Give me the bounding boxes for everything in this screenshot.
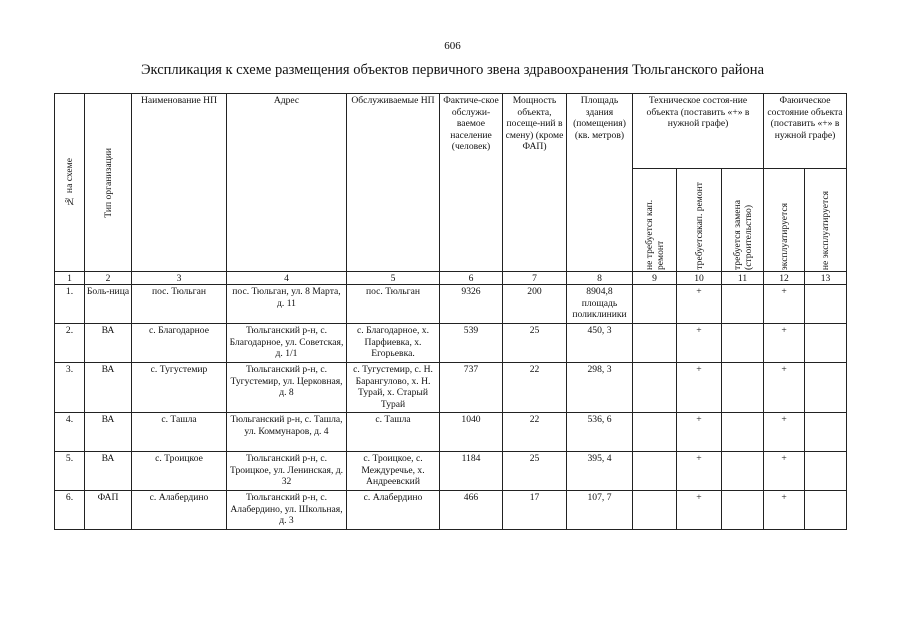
header-in-use: эксплуатируется: [764, 169, 805, 272]
header-replace: требуется замена (строительство): [722, 169, 764, 272]
cell-replace: [722, 452, 764, 491]
header-repair: требуетсякап. ремонт: [677, 169, 722, 272]
cell-address: пос. Тюльган, ул. 8 Марта, д. 11: [227, 285, 347, 324]
explication-table: [54, 93, 847, 530]
cell-replace: [722, 491, 764, 530]
cell-np: с. Ташла: [132, 413, 227, 452]
cell-served: с. Ташла: [347, 413, 440, 452]
cell-repair: +: [677, 285, 722, 324]
cell-address: Тюльганский р-н, с. Тугустемир, ул. Церковная, д. 8: [227, 363, 347, 413]
cell-no-repair: [633, 363, 677, 413]
cell-population: 1040: [440, 413, 503, 452]
column-number: 9: [633, 272, 677, 285]
column-number: 1: [55, 272, 85, 285]
cell-in-use: +: [764, 285, 805, 324]
cell-population: 9326: [440, 285, 503, 324]
page-number: 606: [444, 40, 461, 52]
cell-num: 6.: [55, 491, 85, 530]
cell-no-repair: [633, 491, 677, 530]
cell-np: с. Тугустемир: [132, 363, 227, 413]
table-row: [55, 363, 847, 413]
cell-capacity: 22: [503, 413, 567, 452]
cell-served: с. Тугустемир, с. Н. Барангулово, х. Н. Турай, х. Старый Турай: [347, 363, 440, 413]
cell-served: с. Алабердино: [347, 491, 440, 530]
cell-in-use: +: [764, 452, 805, 491]
cell-area: 395, 4: [567, 452, 633, 491]
cell-no-repair: [633, 285, 677, 324]
cell-type: ВА: [85, 413, 132, 452]
cell-repair: +: [677, 413, 722, 452]
cell-num: 2.: [55, 324, 85, 363]
table-row: [55, 413, 847, 452]
cell-type: ВА: [85, 324, 132, 363]
cell-np: с. Троицкое: [132, 452, 227, 491]
cell-repair: +: [677, 324, 722, 363]
cell-area: 8904,8 площадь поликлиники: [567, 285, 633, 324]
cell-no-repair: [633, 324, 677, 363]
cell-num: 3.: [55, 363, 85, 413]
cell-address: Тюльганский р-н, с. Алабердино, ул. Школьная, д. 3: [227, 491, 347, 530]
cell-repair: +: [677, 452, 722, 491]
cell-served: с. Благодарное, х. Парфиевка, х. Егорьевка.: [347, 324, 440, 363]
cell-type: ВА: [85, 363, 132, 413]
cell-replace: [722, 285, 764, 324]
cell-np: с. Благодарное: [132, 324, 227, 363]
cell-capacity: 25: [503, 324, 567, 363]
column-number: 8: [567, 272, 633, 285]
cell-population: 539: [440, 324, 503, 363]
column-number: 4: [227, 272, 347, 285]
table-row: [55, 491, 847, 530]
header-population: Фактиче-ское обслужи-ваемое население (человек): [440, 94, 503, 272]
cell-not-in-use: [805, 363, 847, 413]
cell-capacity: 25: [503, 452, 567, 491]
column-number-row: [55, 272, 847, 285]
cell-not-in-use: [805, 413, 847, 452]
column-number: 13: [805, 272, 847, 285]
cell-served: пос. Тюльган: [347, 285, 440, 324]
column-number: 5: [347, 272, 440, 285]
cell-capacity: 200: [503, 285, 567, 324]
cell-replace: [722, 324, 764, 363]
header-served: Обслуживаемые НП: [347, 94, 440, 272]
header-address: Адрес: [227, 94, 347, 272]
cell-not-in-use: [805, 491, 847, 530]
cell-repair: +: [677, 491, 722, 530]
cell-not-in-use: [805, 285, 847, 324]
cell-num: 5.: [55, 452, 85, 491]
cell-type: ВА: [85, 452, 132, 491]
column-number: 11: [722, 272, 764, 285]
cell-in-use: +: [764, 324, 805, 363]
cell-population: 1184: [440, 452, 503, 491]
cell-served: с. Троицкое, с. Междуречье, х. Андреевский: [347, 452, 440, 491]
cell-area: 298, 3: [567, 363, 633, 413]
header-tech-state: Техническое состоя-ние объекта (поставить «+» в нужной графе): [633, 94, 764, 169]
header-fact-state: Фаюическое состояние объекта (поставить «+» в нужной графе): [764, 94, 847, 169]
cell-type: Боль-ница: [85, 285, 132, 324]
column-number: 10: [677, 272, 722, 285]
header-not-in-use: не эксплуатируется: [805, 169, 847, 272]
document-title: Экспликация к схеме размещения объектов первичного звена здравоохранения Тюльганского района: [140, 62, 765, 78]
column-number: 6: [440, 272, 503, 285]
column-number: 12: [764, 272, 805, 285]
cell-in-use: +: [764, 491, 805, 530]
header-num: № на схеме: [55, 94, 85, 272]
cell-population: 737: [440, 363, 503, 413]
table-row: [55, 452, 847, 491]
cell-capacity: 22: [503, 363, 567, 413]
header-row: [55, 94, 847, 169]
column-number: 3: [132, 272, 227, 285]
cell-num: 4.: [55, 413, 85, 452]
cell-np: пос. Тюльган: [132, 285, 227, 324]
cell-area: 107, 7: [567, 491, 633, 530]
cell-replace: [722, 363, 764, 413]
table-row: [55, 324, 847, 363]
cell-replace: [722, 413, 764, 452]
header-np-name: Наименование НП: [132, 94, 227, 272]
cell-capacity: 17: [503, 491, 567, 530]
table-row: [55, 285, 847, 324]
header-no-repair: не требуется кап. ремонт: [633, 169, 677, 272]
cell-population: 466: [440, 491, 503, 530]
cell-no-repair: [633, 452, 677, 491]
cell-repair: +: [677, 363, 722, 413]
cell-address: Тюльганский р-н, с. Ташла, ул. Коммунаров, д. 4: [227, 413, 347, 452]
cell-no-repair: [633, 413, 677, 452]
cell-address: Тюльганский р-н, с. Благодарное, ул. Советская, д. 1/1: [227, 324, 347, 363]
cell-address: Тюльганский р-н, с. Троицкое, ул. Ленинская, д. 32: [227, 452, 347, 491]
cell-not-in-use: [805, 324, 847, 363]
header-capacity: Мощность объекта, посеще-ний в смену) (кроме ФАП): [503, 94, 567, 272]
header-org-type: Тип организации: [85, 94, 132, 272]
cell-not-in-use: [805, 452, 847, 491]
cell-np: с. Алабердино: [132, 491, 227, 530]
header-area: Площадь здания (помещения) (кв. метров): [567, 94, 633, 272]
cell-type: ФАП: [85, 491, 132, 530]
cell-area: 450, 3: [567, 324, 633, 363]
cell-num: 1.: [55, 285, 85, 324]
column-number: 7: [503, 272, 567, 285]
column-number: 2: [85, 272, 132, 285]
cell-in-use: +: [764, 413, 805, 452]
cell-area: 536, 6: [567, 413, 633, 452]
cell-in-use: +: [764, 363, 805, 413]
